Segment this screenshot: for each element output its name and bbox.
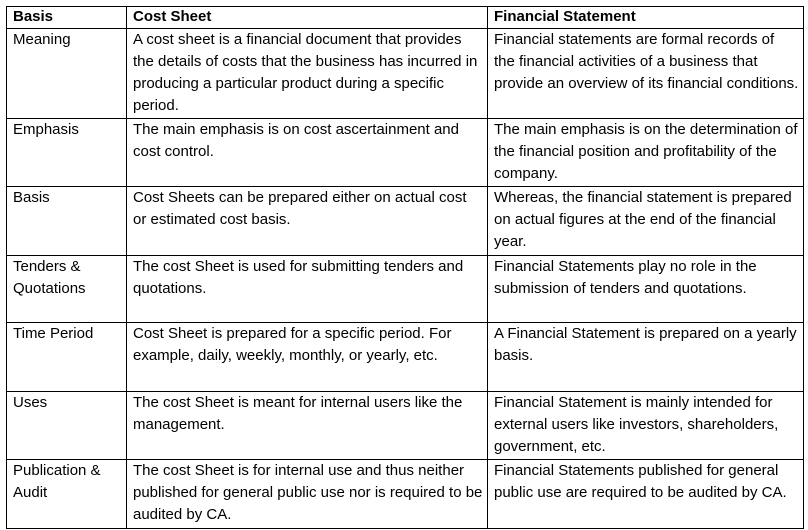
table-header-row: [7, 7, 804, 29]
financial-statement-cell: Financial Statements play no role in the submission of tenders and quotations.: [488, 256, 804, 323]
header-basis: Basis: [7, 7, 127, 29]
basis-cell: Emphasis: [7, 119, 127, 187]
cost-sheet-cell: The cost Sheet is meant for internal users like the management.: [127, 392, 488, 460]
table-row: [7, 392, 804, 460]
table-row: [7, 460, 804, 529]
financial-statement-cell: A Financial Statement is prepared on a yearly basis.: [488, 323, 804, 392]
table-row: [7, 119, 804, 187]
basis-cell: Publication & Audit: [7, 460, 127, 529]
cost-sheet-cell: The cost Sheet is used for submitting tenders and quotations.: [127, 256, 488, 323]
basis-cell: Time Period: [7, 323, 127, 392]
financial-statement-cell: Financial statements are formal records of the financial activities of a business that provide an overview of its financial conditions.: [488, 29, 804, 119]
basis-cell: Tenders & Quotations: [7, 256, 127, 323]
cost-sheet-cell: The cost Sheet is for internal use and thus neither published for general public use nor is required to be audited by CA.: [127, 460, 488, 529]
header-financial-statement: Financial Statement: [488, 7, 804, 29]
cost-sheet-cell: Cost Sheet is prepared for a specific period. For example, daily, weekly, monthly, or yearly, etc.: [127, 323, 488, 392]
financial-statement-cell: Financial Statements published for general public use are required to be audited by CA.: [488, 460, 804, 529]
table-row: [7, 29, 804, 119]
financial-statement-cell: Whereas, the financial statement is prepared on actual figures at the end of the financial year.: [488, 187, 804, 256]
table-row: [7, 323, 804, 392]
basis-cell: Uses: [7, 392, 127, 460]
financial-statement-cell: Financial Statement is mainly intended for external users like investors, shareholders, government, etc.: [488, 392, 804, 460]
cost-sheet-cell: The main emphasis is on cost ascertainment and cost control.: [127, 119, 488, 187]
financial-statement-cell: The main emphasis is on the determination of the financial position and profitability of the company.: [488, 119, 804, 187]
table-row: [7, 256, 804, 323]
cost-sheet-cell: A cost sheet is a financial document that provides the details of costs that the business has incurred in producing a particular product during a specific period.: [127, 29, 488, 119]
basis-cell: Meaning: [7, 29, 127, 119]
comparison-table: [6, 6, 804, 529]
table-row: [7, 187, 804, 256]
basis-cell: Basis: [7, 187, 127, 256]
header-cost-sheet: Cost Sheet: [127, 7, 488, 29]
cost-sheet-cell: Cost Sheets can be prepared either on actual cost or estimated cost basis.: [127, 187, 488, 256]
